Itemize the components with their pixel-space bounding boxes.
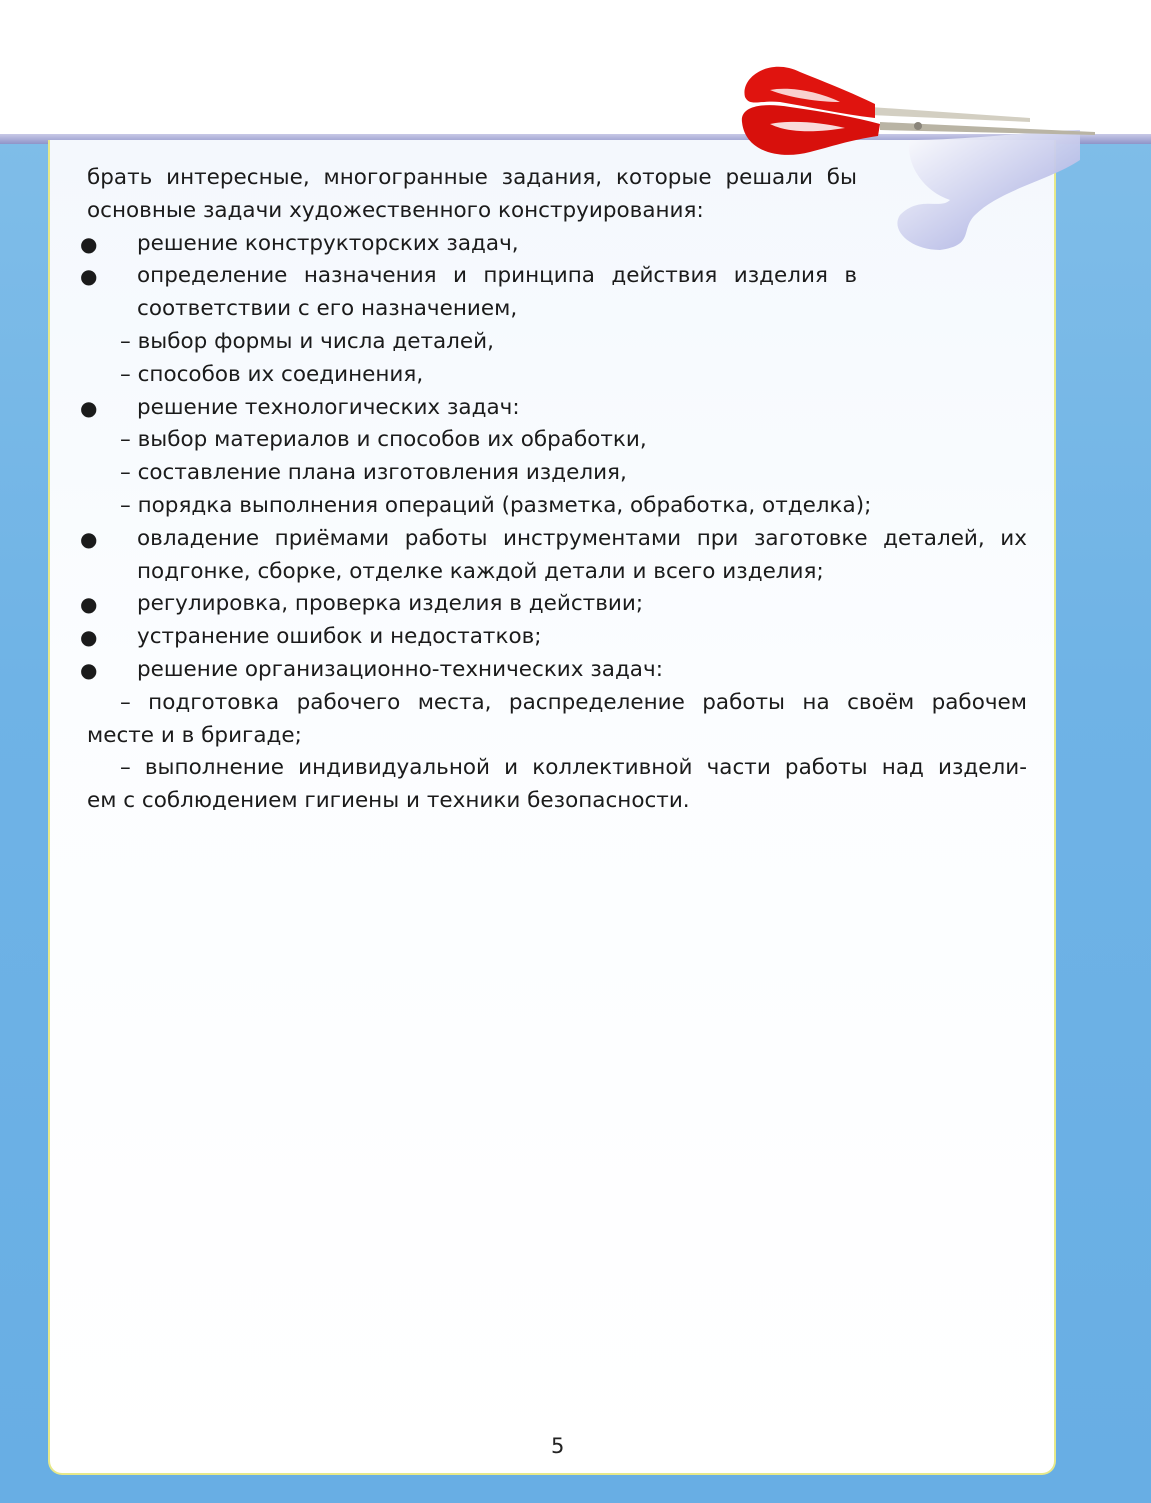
bullet-icon: ● [80, 395, 98, 420]
bullet-icon: ● [80, 231, 98, 256]
bullet-item: решение технологических задач: [137, 394, 520, 420]
text-line: брать интересные, многогранные задания, которые решали бы [87, 165, 857, 190]
scissors-icon [730, 52, 1100, 162]
text-line: – порядка выполнения операций (разметка, обработка, отделка); [120, 493, 872, 518]
bullet-icon: ● [80, 264, 98, 289]
bullet-item: устранение ошибок и недостатков; [137, 624, 542, 650]
bullet-item: определение назначения и принципа действия изделия в [137, 263, 857, 289]
text-line: подгонке, сборке, отделке каждой детали и всего изделия; [137, 558, 824, 584]
text-line: – подготовка рабочего места, распределение работы на своём рабочем [120, 689, 1027, 715]
bullet-icon: ● [80, 625, 98, 650]
text-line: – выбор материалов и способов их обработки, [120, 427, 647, 453]
text-line: – выполнение индивидуальной и коллективной части работы над издели- [120, 755, 1027, 781]
bullet-icon: ● [80, 526, 98, 551]
bullet-item: овладение приёмами работы инструментами при заготовке деталей, их [137, 525, 1027, 551]
page-number: 5 [551, 1434, 565, 1458]
text-line: – выбор формы и числа деталей, [120, 329, 494, 354]
bullet-icon: ● [80, 658, 98, 682]
bullet-item: решение организационно-технических задач: [137, 657, 663, 682]
bullet-icon: ● [80, 592, 98, 617]
bullet-item: решение конструкторских задач, [137, 230, 519, 256]
text-line: месте и в бригаде; [87, 722, 302, 748]
text-line: ем с соблюдением гигиены и техники безопасности. [87, 788, 690, 814]
text-line: – способов их соединения, [120, 361, 424, 387]
text-line: основные задачи художественного конструирования: [87, 197, 704, 223]
bullet-item: регулировка, проверка изделия в действии; [137, 591, 644, 617]
text-line: – составление плана изготовления изделия, [120, 460, 627, 486]
text-line: соответствии с его назначением, [137, 296, 518, 322]
